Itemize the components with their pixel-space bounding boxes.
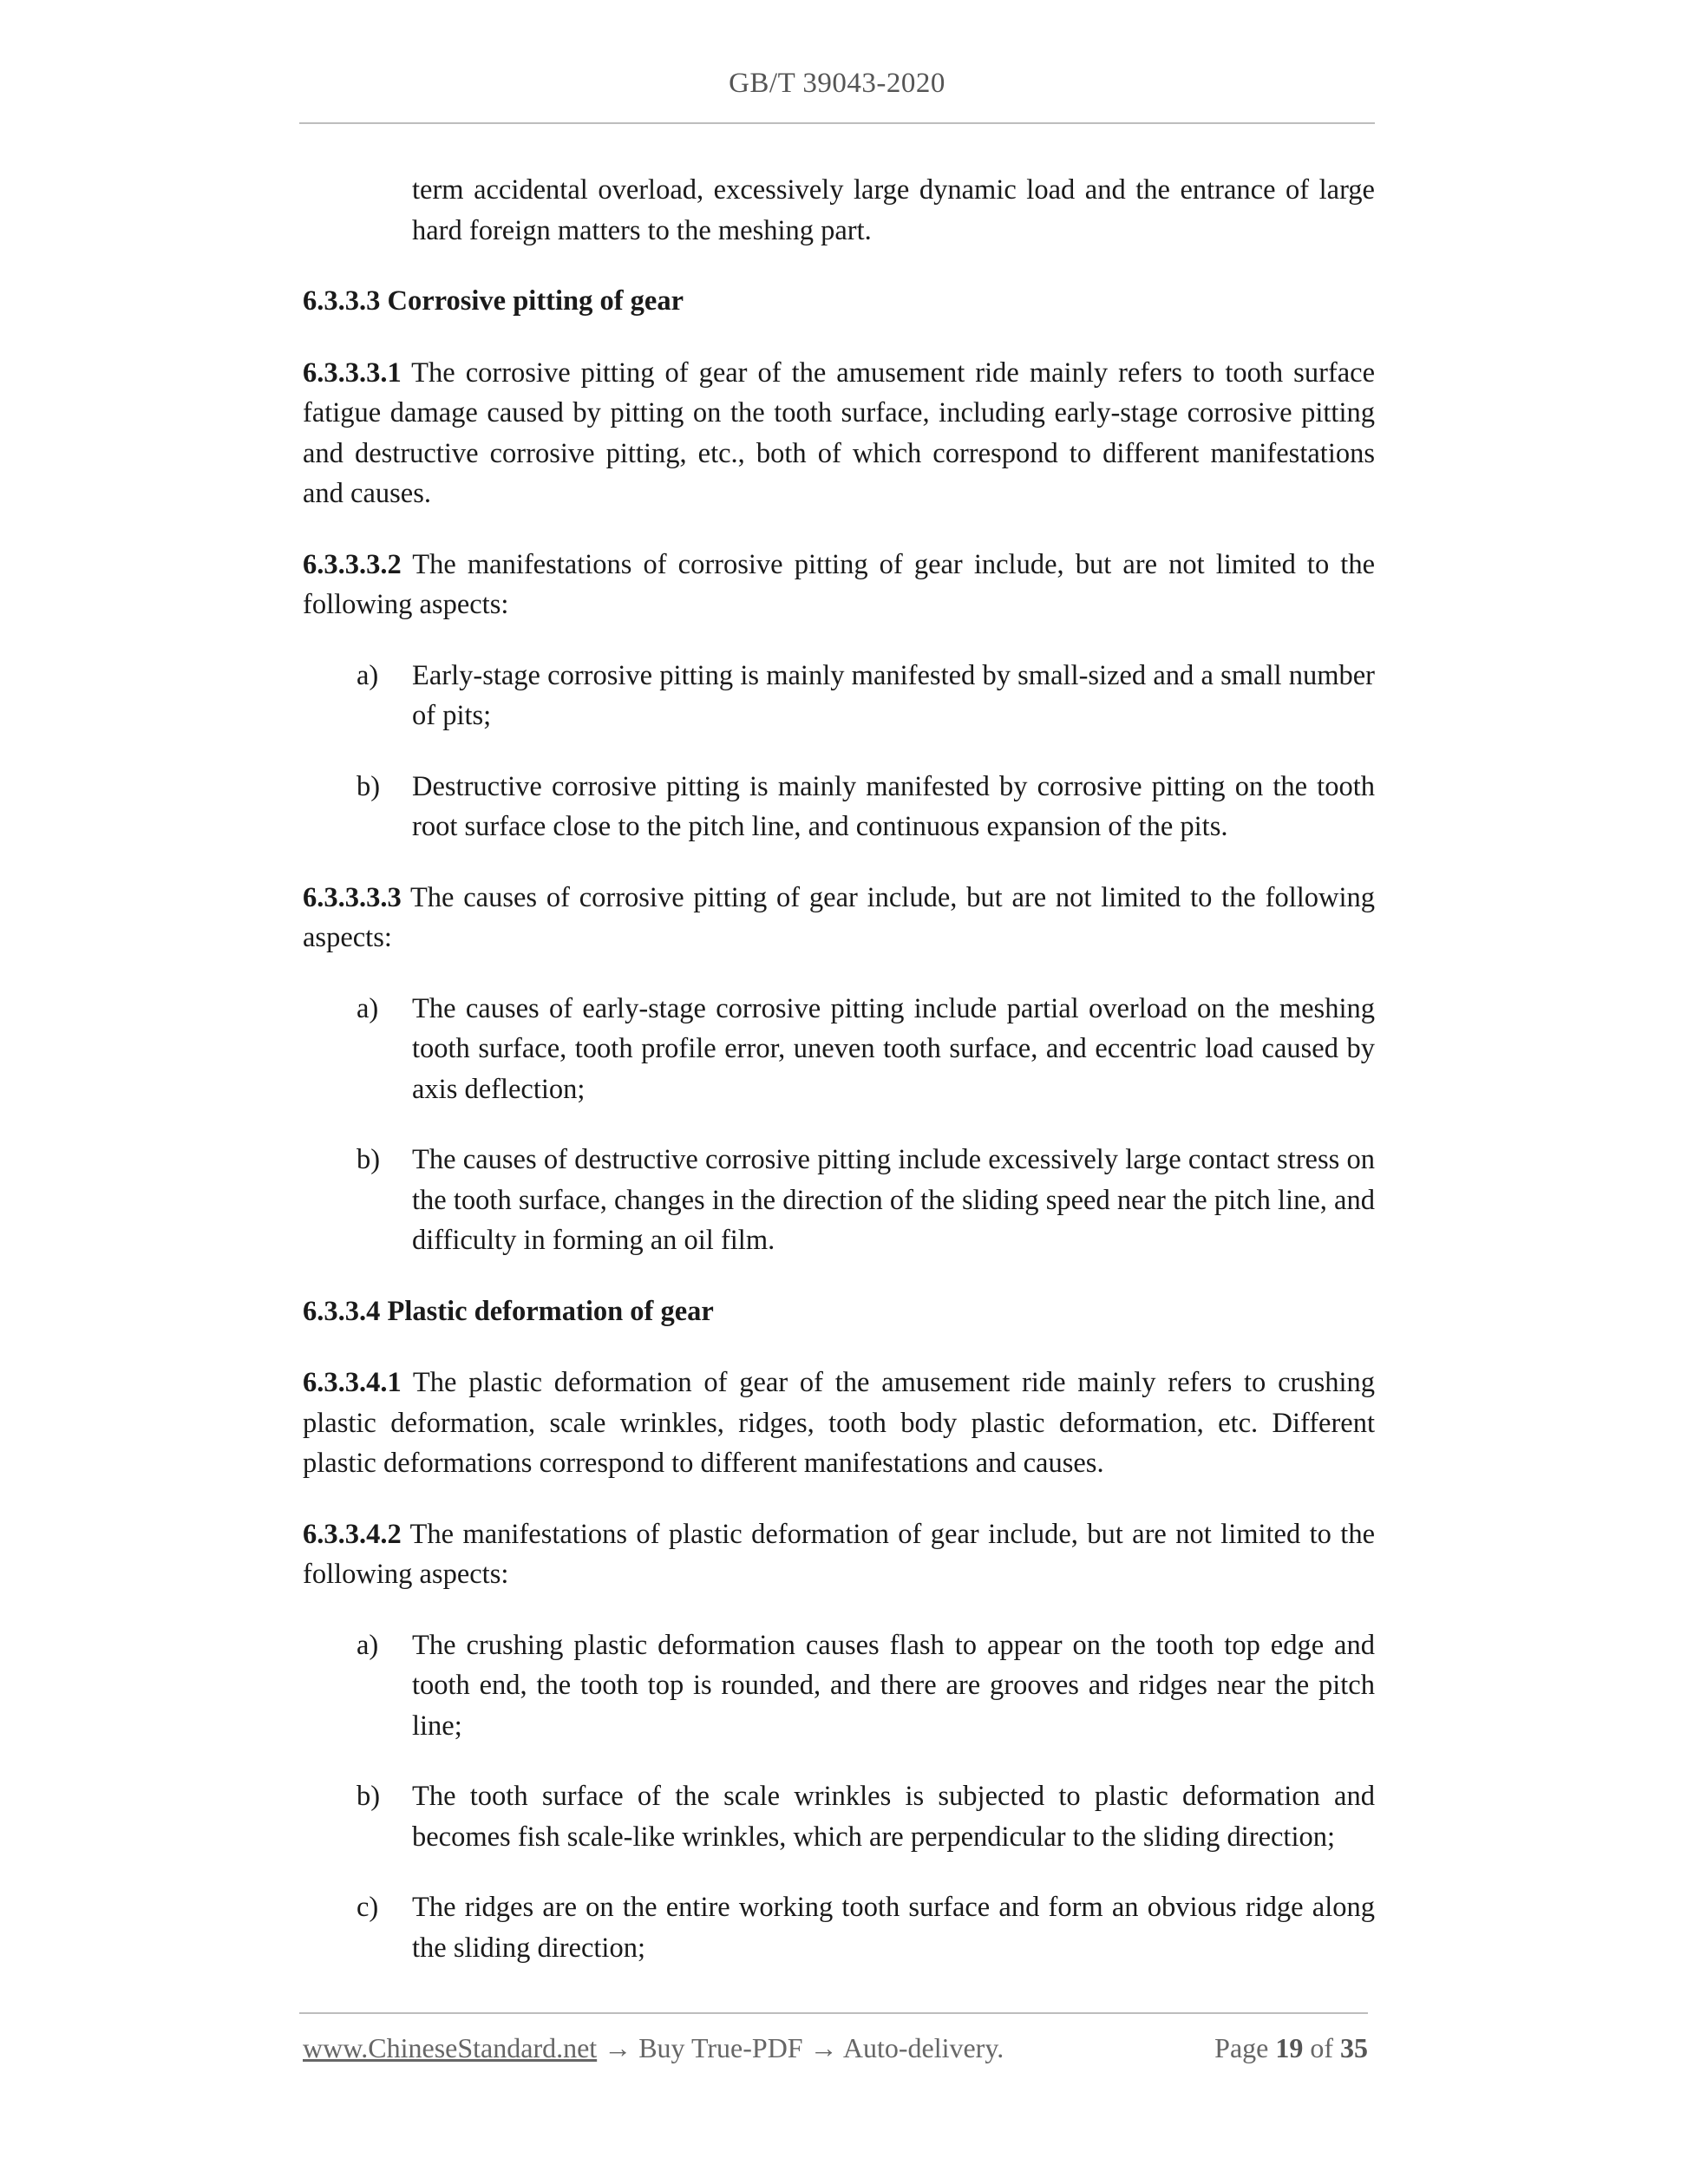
list-item xyxy=(303,1776,1375,1857)
list-marker: a) xyxy=(357,992,379,1024)
clause-number: 6.3.3.4.1 xyxy=(303,1367,402,1398)
list-item-text: The tooth surface of the scale wrinkles is subjected to plastic deformation and becomes fish scale-like wrinkles, which are perpendicular to the sliding direction; xyxy=(412,1781,1375,1853)
list-item-text: Destructive corrosive pitting is mainly manifested by corrosive pitting on the tooth root surface close to the pitch line, and continuous expansion of the pits. xyxy=(412,770,1375,842)
clause-number: 6.3.3.3.1 xyxy=(303,356,402,389)
total-pages-number: 35 xyxy=(1340,2032,1368,2063)
website-link[interactable]: www.ChineseStandard.net xyxy=(303,2032,598,2063)
clause-6-3-3-4-2 xyxy=(303,1514,1375,1595)
list-item xyxy=(303,1140,1375,1261)
list-marker: b) xyxy=(357,770,381,802)
clause-6-3-3-3-2 xyxy=(303,545,1375,625)
list-item xyxy=(303,656,1375,736)
section-heading-6-3-3-3: 6.3.3.3 Corrosive pitting of gear xyxy=(303,285,684,317)
document-body xyxy=(303,170,1375,1968)
continued-paragraph: term accidental overload, excessively large dynamic load and the entrance of large hard foreign matters to the meshing part. xyxy=(412,174,1375,246)
list-marker: b) xyxy=(357,1144,381,1175)
clause-text: The manifestations of plastic deformation of gear include, but are not limited to the following aspects: xyxy=(303,1518,1375,1590)
footer-promo-text: → Buy True-PDF → Auto-delivery. xyxy=(597,2032,1004,2063)
of-label: of xyxy=(1310,2032,1333,2063)
list-item-text: The causes of early-stage corrosive pitting include partial overload on the meshing tooth surface, tooth profile error, uneven tooth surface, and eccentric load caused by axis deflection; xyxy=(412,992,1375,1105)
footer-divider xyxy=(299,2012,1368,2014)
clause-6-3-3-3-1 xyxy=(303,353,1375,514)
clause-6-3-3-3-3 xyxy=(303,878,1375,958)
list-item xyxy=(303,1625,1375,1747)
list-item-text: The ridges are on the entire working tooth surface and form an obvious ridge along the sliding direction; xyxy=(412,1892,1375,1964)
clause-6-3-3-4-1 xyxy=(303,1363,1375,1484)
list-item-text: Early-stage corrosive pitting is mainly manifested by small-sized and a small number of pits; xyxy=(412,659,1375,731)
list-item xyxy=(303,767,1375,847)
clause-number: 6.3.3.4.2 xyxy=(303,1518,402,1550)
list-marker: a) xyxy=(357,659,379,691)
list-marker: c) xyxy=(357,1892,379,1923)
header-divider xyxy=(299,122,1375,124)
list-item-text: The causes of destructive corrosive pitting include excessively large contact stress on the tooth surface, changes in the direction of the sliding speed near the pitch line, and difficulty in forming an oil film. xyxy=(412,1144,1375,1256)
list-marker: b) xyxy=(357,1781,381,1812)
footer-promo xyxy=(303,2032,1004,2064)
list-item xyxy=(303,1887,1375,1968)
current-page-number: 19 xyxy=(1275,2032,1304,2063)
clause-number: 6.3.3.3.3 xyxy=(303,881,402,913)
page-label: Page xyxy=(1214,2032,1269,2063)
list-item xyxy=(303,989,1375,1110)
clause-text: The manifestations of corrosive pitting of gear include, but are not limited to the following aspects: xyxy=(303,548,1375,620)
section-heading-6-3-3-4: 6.3.3.4 Plastic deformation of gear xyxy=(303,1295,714,1327)
clause-text: The causes of corrosive pitting of gear include, but are not limited to the following aspects: xyxy=(303,881,1375,953)
page-header-standard-number: GB/T 39043-2020 xyxy=(729,68,945,99)
clause-text: The plastic deformation of gear of the amusement ride mainly refers to crushing plastic deformation, scale wrinkles, ridges, tooth body plastic deformation, etc. Different plastic deformations correspond to different manifestations and causes. xyxy=(303,1367,1375,1479)
clause-text: The corrosive pitting of gear of the amusement ride mainly refers to tooth surface fatigue damage caused by pitting on the tooth surface, including early-stage corrosive pitting and destructive corrosive pitting, etc., both of which correspond to different manifestations and causes. xyxy=(303,356,1375,509)
clause-number: 6.3.3.3.2 xyxy=(303,548,402,580)
page-indicator xyxy=(1214,2032,1368,2064)
list-marker: a) xyxy=(357,1629,379,1661)
list-item-text: The crushing plastic deformation causes flash to appear on the tooth top edge and tooth end, the tooth top is rounded, and there are grooves and ridges near the pitch line; xyxy=(412,1629,1375,1742)
